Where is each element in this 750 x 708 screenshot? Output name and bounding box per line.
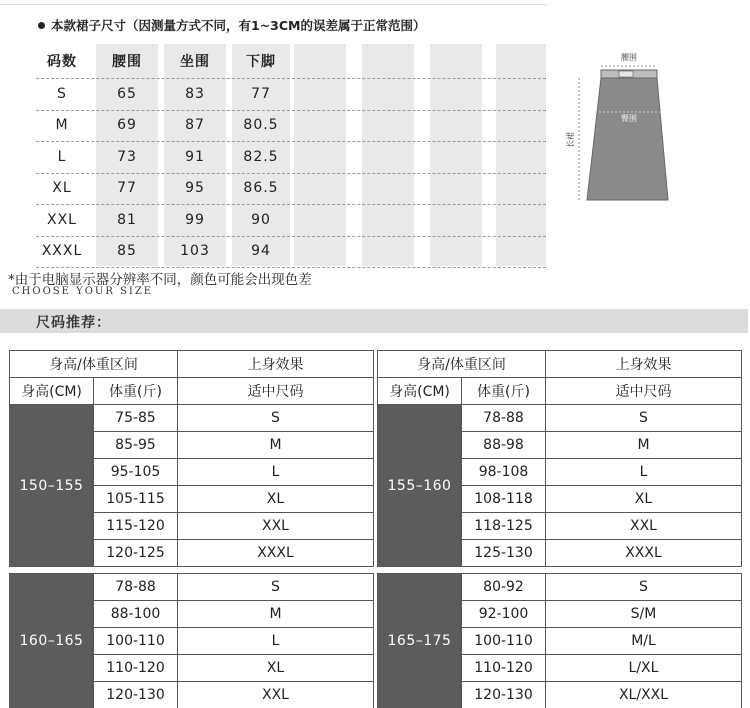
choose-size-caption: CHOOSE YOUR SIZE	[12, 286, 154, 297]
weight-range-cell: 108-118	[462, 486, 546, 513]
suggested-size-cell: L/XL	[546, 655, 742, 682]
weight-range-cell: 100-110	[94, 628, 178, 655]
suggested-size-cell: S/M	[546, 601, 742, 628]
suggested-size-cell: XL	[178, 655, 374, 682]
top-divider-strip	[0, 0, 750, 6]
suggested-size-cell: XXXL	[546, 540, 742, 567]
header-weight: 体重(斤)	[462, 378, 546, 405]
suggested-size-cell: S	[178, 574, 374, 601]
weight-range-cell: 85-95	[94, 432, 178, 459]
size-table-header: 下脚	[246, 54, 276, 70]
suggested-size-cell: XL	[178, 486, 374, 513]
size-section-title-text: 本款裙子尺寸（因测量方式不同，有1~3CM的误差属于正常范围）	[51, 18, 426, 33]
weight-range-cell: 118-125	[462, 513, 546, 540]
size-table-cell: 65	[117, 85, 137, 102]
suggested-size-cell: S	[546, 574, 742, 601]
suggested-size-cell: XXL	[178, 513, 374, 540]
size-table-cell: 87	[185, 117, 205, 134]
length-label: 长裙	[566, 132, 575, 148]
weight-range-cell: 115-120	[94, 513, 178, 540]
weight-range-cell: 105-115	[94, 486, 178, 513]
header-weight: 体重(斤)	[94, 378, 178, 405]
table-row	[378, 405, 742, 432]
hip-label: 臀围	[621, 114, 637, 123]
size-table-cell: 83	[185, 85, 205, 102]
skirt-body-shape	[587, 78, 668, 200]
recommend-title-bar	[0, 309, 748, 333]
suggested-size-cell: M	[178, 601, 374, 628]
header-suggested-size: 适中尺码	[546, 378, 742, 405]
weight-range-cell: 78-88	[94, 574, 178, 601]
weight-range-cell: 125-130	[462, 540, 546, 567]
suggested-size-cell: XXL	[178, 682, 374, 708]
recommend-table	[9, 350, 374, 567]
size-table-cell: 69	[117, 117, 137, 134]
suggested-size-cell: L	[546, 459, 742, 486]
suggested-size-cell: XXXL	[178, 540, 374, 567]
suggested-size-cell: L	[178, 459, 374, 486]
weight-range-cell: 88-100	[94, 601, 178, 628]
header-suggested-size: 适中尺码	[178, 378, 374, 405]
size-table-header: 腰围	[112, 54, 142, 70]
size-table-cell: 77	[251, 85, 271, 102]
height-range-cell: 150–155	[10, 405, 94, 567]
suggested-size-cell: M/L	[546, 628, 742, 655]
size-table-cell: M	[55, 117, 69, 134]
recommend-table	[377, 350, 742, 567]
size-table-cell: 94	[251, 243, 271, 260]
suggested-size-cell: XXL	[546, 513, 742, 540]
header-height: 身高(CM)	[10, 378, 94, 405]
table-row	[10, 405, 374, 432]
size-table-cell: XL	[52, 180, 72, 197]
size-table-cell: S	[57, 85, 67, 102]
weight-range-cell: 100-110	[462, 628, 546, 655]
weight-range-cell: 75-85	[94, 405, 178, 432]
weight-range-cell: 95-105	[94, 459, 178, 486]
header-height-weight-range: 身高/体重区间	[378, 351, 546, 378]
size-table-cell: XXXL	[41, 243, 83, 260]
suggested-size-cell: XL/XXL	[546, 682, 742, 708]
skirt-size-table	[36, 44, 546, 266]
table-row	[378, 574, 742, 601]
height-range-cell: 160–165	[10, 574, 94, 708]
waist-label: 腰围	[621, 53, 637, 62]
weight-range-cell: 110-120	[94, 655, 178, 682]
weight-range-cell: 120-130	[94, 682, 178, 708]
suggested-size-cell: S	[178, 405, 374, 432]
size-table-cell: 82.5	[243, 148, 279, 165]
height-range-cell: 165–175	[378, 574, 462, 708]
header-height-weight-range: 身高/体重区间	[10, 351, 178, 378]
suggested-size-cell: S	[546, 405, 742, 432]
buckle-shape	[619, 71, 633, 77]
table-row	[10, 574, 374, 601]
recommend-title: 尺码推荐：	[36, 315, 111, 331]
size-table-header: 码数	[47, 54, 77, 70]
recommend-table	[9, 573, 374, 708]
suggested-size-cell: XL	[546, 486, 742, 513]
height-range-cell: 155–160	[378, 405, 462, 567]
color-note: *由于电脑显示器分辨率不同，颜色可能会出现色差	[8, 272, 312, 288]
suggested-size-cell: L	[178, 628, 374, 655]
weight-range-cell: 80-92	[462, 574, 546, 601]
weight-range-cell: 120-130	[462, 682, 546, 708]
size-table-cell: L	[57, 148, 67, 165]
size-table-cell: XXL	[47, 211, 77, 228]
weight-range-cell: 92-100	[462, 601, 546, 628]
size-table-cell: 81	[117, 211, 137, 228]
weight-range-cell: 120-125	[94, 540, 178, 567]
size-table-cell: 80.5	[243, 117, 279, 134]
size-table-cell: 103	[180, 243, 210, 260]
size-table-cell: 91	[185, 148, 205, 165]
header-height: 身高(CM)	[378, 378, 462, 405]
size-table-cell: 85	[117, 243, 137, 260]
skirt-measurement-diagram	[565, 40, 685, 210]
size-table-cell: 90	[251, 211, 271, 228]
weight-range-cell: 98-108	[462, 459, 546, 486]
weight-range-cell: 110-120	[462, 655, 546, 682]
size-table-cell: 86.5	[243, 180, 279, 197]
bullet-icon	[38, 22, 45, 29]
size-table-cell: 73	[117, 148, 137, 165]
size-section-title	[38, 16, 425, 34]
suggested-size-cell: M	[178, 432, 374, 459]
header-wearing-effect: 上身效果	[546, 351, 742, 378]
suggested-size-cell: M	[546, 432, 742, 459]
header-wearing-effect: 上身效果	[178, 351, 374, 378]
weight-range-cell: 78-88	[462, 405, 546, 432]
recommend-table	[377, 573, 742, 708]
size-table-header: 坐围	[180, 54, 210, 70]
size-table-cell: 95	[185, 180, 205, 197]
size-table-cell: 77	[117, 180, 137, 197]
weight-range-cell: 88-98	[462, 432, 546, 459]
size-table-cell: 99	[185, 211, 205, 228]
